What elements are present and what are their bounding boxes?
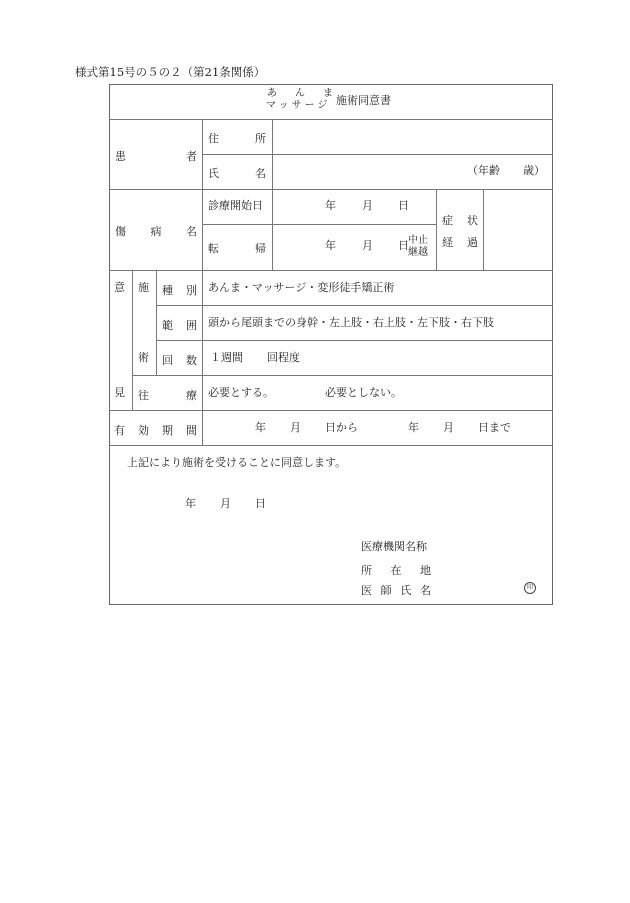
label-char: 患: [115, 150, 126, 163]
injury-label: [115, 223, 197, 239]
label-char: 有: [114, 424, 125, 437]
label-char: 種: [162, 284, 173, 297]
label-char: 療: [186, 389, 197, 402]
row-divider: [109, 189, 553, 190]
label-char: 間: [186, 424, 197, 437]
col-divider: [483, 189, 484, 270]
label-char: 範: [162, 319, 173, 332]
count-weekly: １週間: [210, 351, 243, 364]
validity-to-day[interactable]: 日まで: [478, 421, 511, 434]
patient-label: [115, 148, 197, 164]
row-divider: [109, 119, 553, 120]
label-char: 数: [186, 354, 197, 367]
label-char: 回: [162, 354, 173, 367]
label-char: 効: [138, 424, 149, 437]
name-label: [208, 165, 266, 181]
label-char: 状: [467, 214, 478, 227]
label-char: 傷: [115, 225, 126, 238]
start-month[interactable]: 月: [362, 199, 373, 212]
label-char: 者: [186, 150, 197, 163]
label-char: 経: [442, 236, 453, 249]
label-char: 期: [162, 424, 173, 437]
label-char: 帰: [255, 242, 266, 255]
consent-statement: 上記により施術を受けることに同意します。: [127, 456, 347, 469]
treatment-label-top: 施: [138, 281, 149, 294]
col-divider: [272, 119, 273, 270]
label-char: 症: [442, 214, 453, 227]
label-char: 別: [186, 284, 197, 297]
visit-label: [138, 387, 197, 403]
form-caption: 様式第15号の５の２（第21条関係）: [75, 65, 266, 79]
ruby-char: あ: [267, 88, 277, 99]
row-divider: [202, 154, 553, 155]
row-divider: [156, 340, 553, 341]
row-divider: [109, 410, 553, 411]
col-divider: [202, 119, 203, 445]
label-char: 医: [361, 584, 372, 597]
count-times[interactable]: 回程度: [267, 351, 300, 364]
form-title: 施術同意書: [336, 94, 391, 107]
ruby-char: ま: [323, 88, 333, 99]
progress-label: [442, 234, 478, 250]
age-close: 歳）: [523, 164, 545, 177]
col-divider: [132, 270, 133, 410]
range-label: [162, 317, 197, 333]
label-char: 囲: [186, 319, 197, 332]
location-label: [361, 562, 431, 578]
label-char: 病: [150, 225, 162, 238]
validity-label: [114, 422, 197, 438]
outcome-year[interactable]: 年: [325, 239, 336, 252]
treatment-label-bottom: 術: [138, 351, 149, 364]
opinion-label-top: 意: [114, 281, 125, 294]
consent-year[interactable]: 年: [185, 497, 196, 510]
label-char: 所: [255, 132, 266, 145]
opinion-label-bottom: 見: [114, 386, 125, 399]
visit-option-not-required[interactable]: 必要としない。: [325, 386, 402, 399]
label-char: 過: [467, 236, 478, 249]
col-divider: [156, 270, 157, 375]
validity-from-year[interactable]: 年: [255, 421, 266, 434]
label-char: 氏: [400, 584, 412, 597]
symptom-progress-field[interactable]: [487, 193, 549, 266]
label-char: 名: [419, 584, 431, 597]
col-divider: [436, 189, 437, 270]
title-ruby-top: [267, 88, 333, 100]
ruby-char: ん: [295, 88, 305, 99]
label-char: 氏: [208, 167, 219, 180]
count-label: [162, 352, 197, 368]
row-divider: [109, 270, 553, 271]
type-value[interactable]: あんま・マッサージ・変形徒手矯正術: [208, 281, 395, 294]
outcome-option-carry[interactable]: 継越: [408, 247, 428, 258]
label-char: 所: [361, 564, 372, 577]
start-day[interactable]: 日: [398, 199, 409, 212]
outcome-month[interactable]: 月: [362, 239, 373, 252]
row-divider: [156, 305, 553, 306]
row-divider: [202, 224, 436, 225]
outcome-day[interactable]: 日: [398, 239, 409, 252]
label-char: 名: [255, 167, 266, 180]
consent-day[interactable]: 日: [255, 497, 266, 510]
consent-month[interactable]: 月: [220, 497, 231, 510]
start-year[interactable]: 年: [325, 199, 336, 212]
visit-option-required[interactable]: 必要とする。: [208, 386, 274, 399]
title-ruby-bottom: マッサージ: [266, 100, 331, 111]
label-char: 師: [380, 584, 392, 597]
symptom-label: [442, 212, 478, 228]
row-divider: [109, 445, 553, 446]
row-divider: [132, 375, 553, 376]
label-char: 住: [208, 132, 219, 145]
seal-icon: 印: [524, 582, 536, 594]
age-open: （年齢: [467, 164, 500, 177]
address-field[interactable]: [276, 124, 548, 150]
range-value[interactable]: 頭から尾頭までの身幹・左上肢・右上肢・左下肢・右下肢: [208, 316, 494, 329]
label-char: 往: [138, 389, 149, 402]
outcome-option-stop[interactable]: 中止: [408, 235, 428, 246]
doctor-name-label: [361, 582, 431, 598]
institution-label: 医療機関名称: [361, 540, 427, 553]
start-date-label: 診療開始日: [208, 199, 263, 212]
label-char: 在: [390, 564, 402, 577]
type-label: [162, 282, 197, 298]
validity-from-month[interactable]: 月: [290, 421, 301, 434]
validity-from-day[interactable]: 日から: [325, 421, 358, 434]
label-char: 名: [186, 225, 197, 238]
validity-to-month[interactable]: 月: [443, 421, 454, 434]
name-field[interactable]: [276, 158, 466, 184]
age-field[interactable]: [505, 165, 525, 177]
label-char: 地: [420, 564, 431, 577]
validity-to-year[interactable]: 年: [408, 421, 419, 434]
outcome-label: [208, 240, 266, 256]
label-char: 転: [208, 242, 219, 255]
address-label: [208, 130, 266, 146]
